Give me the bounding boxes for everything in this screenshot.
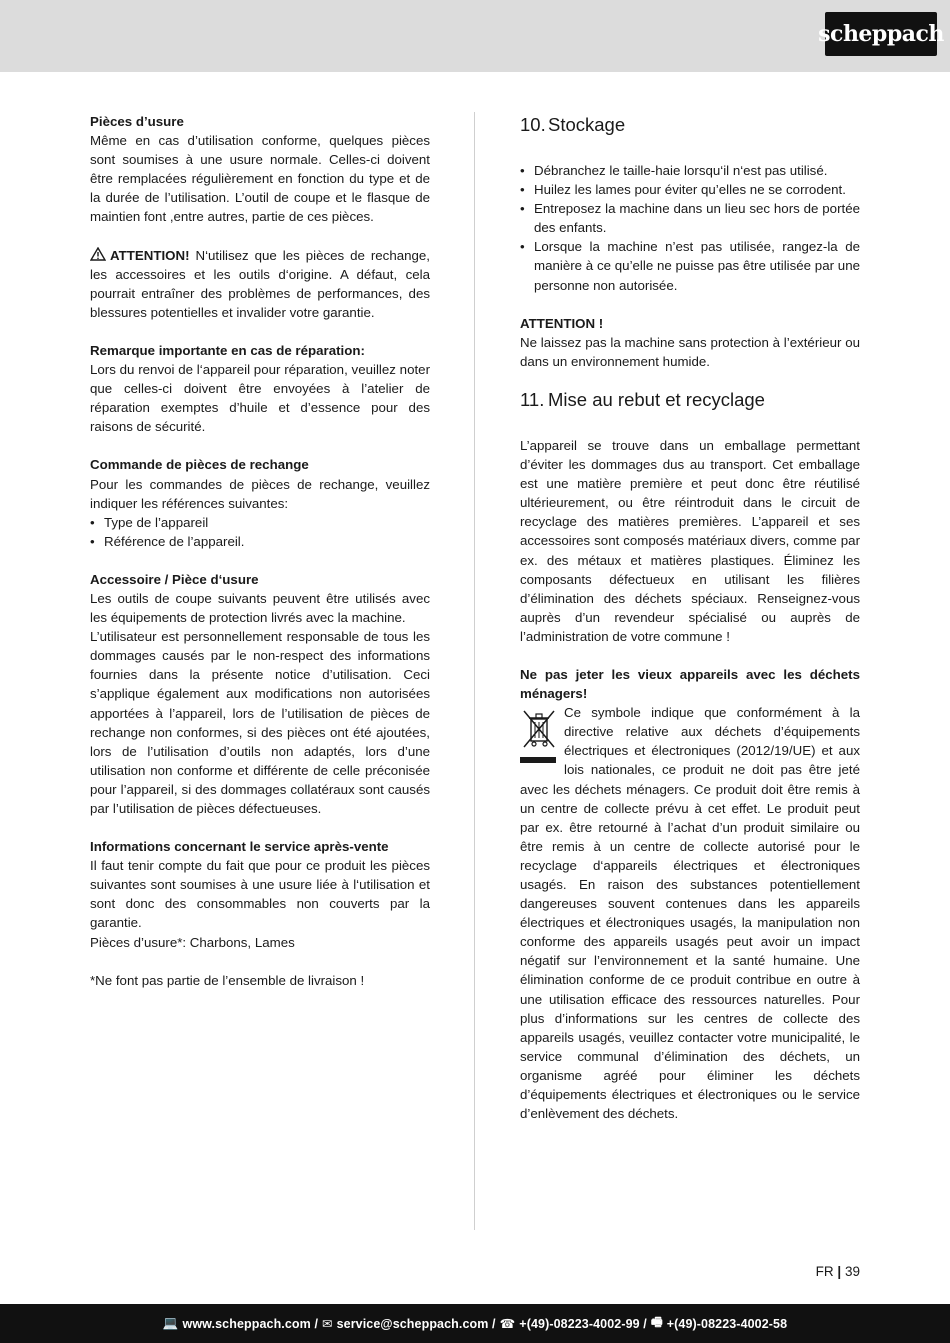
- service-text: Il faut tenir compte du fait que pour ce produit les pièces suivantes sont soumises à une usure liée à l‘utilisation et sont donc des consommables non couverts par la garantie.: [90, 858, 430, 931]
- section-title: Mise au rebut et recyclage: [548, 388, 765, 410]
- header-band: [0, 0, 950, 72]
- accessory-title: Accessoire / Pièce d‘usure: [90, 571, 259, 587]
- fax-icon: 🖷: [650, 1315, 663, 1329]
- phone-icon: ☎: [499, 1317, 516, 1331]
- language-code: FR: [815, 1264, 834, 1279]
- attention-label: ATTENTION!: [110, 247, 190, 263]
- scheppach-logo: scheppach: [825, 12, 937, 56]
- mail-icon: ✉: [322, 1317, 333, 1331]
- section-heading-disposal: [520, 387, 860, 413]
- list-item: • Lorsque la machine n’est pas utilisée, rangez-la de manière à ce qu’elle ne puisse pas être utilisée par une personne non autorisée.: [520, 237, 860, 294]
- email-link[interactable]: service@scheppach.com /: [336, 1316, 496, 1331]
- storage-list: [520, 161, 860, 295]
- warning-triangle-icon: [90, 247, 106, 261]
- accessory-text: Les outils de coupe suivants peuvent être utilisés avec les équipements de protection livrés avec la machine.: [90, 590, 430, 626]
- page-num: 39: [844, 1264, 860, 1279]
- computer-icon: 💻: [162, 1316, 179, 1330]
- contact-footer: [0, 1304, 950, 1343]
- fax-number: +(49)-08223-4002-58: [666, 1316, 788, 1331]
- weee-text: Ce symbole indique que conformément à la directive relative aux déchets d’équipements électriques et électroniques (2012/19/UE) et aux lois nationales, ce produit ne doit pas être jeté avec les déchets ménagers. Ce produit doit être remis à un centre de collecte prévu à cet effet. Le produit peut par ex. être retourné à l’achat d’un produit similaire ou être remis à un centre de collecte autorisé pour le recyclage d‘appareils électriques et électroniques usagés. En raison des substances potentiellement dangereuses souvent contenues dans les appareils électriques et électroniques usagés, la manipulation non conforme des appareils usagés peut avoir un impact négatif sur l’environnement et la santé humaine. Une élimination conforme de ce produit contribue en outre à une utilisation efficace des ressources naturelles. Pour plus d’informations sur les centres de collecte des appareils usagés, veuillez contacter votre municipalité, le service communal d’élimination des déchets, un organisme agréé pour éliminer les déchets d’équipements électriques et électroniques ou le service d’enlèvement des déchets.: [520, 705, 860, 1122]
- storage-attention-label: ATTENTION !: [520, 315, 604, 331]
- responsibility-text: L’utilisateur est personnellement responsable de tous les dommages causés par le non-respect des informations fournies dans la présente notice d’utilisation. Ceci s’applique également aux modifications non autorisées apportées à l’appareil, lors de l’utilisation de pièces de rechange non conformes, si des pièces ont été ajoutées, lors de l’utilisation d’outils non adaptés, lors d’une utilisation non conforme et différente de celle préconisée pour l’appareil, si des dommages collatéraux sont causés par l’utilisation de pièces défectueuses.: [90, 629, 430, 816]
- repair-note-title: Remarque importante en cas de réparation:: [90, 342, 365, 358]
- attention-paragraph: [90, 246, 430, 322]
- wear-parts-list: Pièces d’usure*: Charbons, Lames: [90, 934, 295, 950]
- list-item: • Débranchez le taille-haie lorsqu‘il n‘est pas utilisé.: [520, 161, 860, 180]
- weee-title: Ne pas jeter les vieux appareils avec les déchets ménagers!: [520, 666, 860, 702]
- spare-order-title: Commande de pièces de rechange: [90, 457, 309, 473]
- right-column: [520, 112, 860, 1123]
- disposal-text: L’appareil se trouve dans un emballage permettant d’éviter les dommages dus au transport. Cet emballage est une matière première et peut donc être réutilisé ultérieurement, ou être réintroduit dans le circuit de recyclage des matières premières. L’appareil et ses accessoires sont composés matériaux divers, comme par ex. des métaux et matières plastiques. Éliminez les composants défectueux en utilisant les filières d’élimination des déchets spéciaux. Renseignez-vous auprès d’un revendeur spécialisé ou auprès de l’administration de votre commune !: [520, 437, 860, 644]
- page-number: FR | 39: [815, 1264, 860, 1279]
- spare-order-list: [90, 513, 430, 551]
- weee-block: [520, 703, 860, 1123]
- list-item: • Entreposez la machine dans un lieu sec hors de portée des enfants.: [520, 199, 860, 237]
- list-item: • Huilez les lames pour éviter qu’elles ne se corrodent.: [520, 180, 860, 199]
- section-number: 10.: [520, 114, 546, 135]
- list-item: • Type de l’appareil: [90, 513, 430, 532]
- footnote: *Ne font pas partie de l’ensemble de livraison !: [90, 972, 365, 988]
- website-link[interactable]: www.scheppach.com /: [182, 1316, 319, 1331]
- column-divider: [474, 112, 475, 1230]
- spare-order-text: Pour les commandes de pièces de rechange, veuillez indiquer les références suivantes:: [90, 476, 430, 511]
- section-heading-storage: [520, 112, 860, 138]
- phone-number: +(49)-08223-4002-99 /: [519, 1316, 647, 1331]
- wear-parts-title: Pièces d’usure: [90, 114, 184, 129]
- attention-text: N‘utilisez que les pièces de rechange, les accessoires et les outils d‘origine. A défaut, cela pourrait entraîner des problèmes de performances, des blessures potentielles et invalider votre garantie.: [90, 247, 430, 320]
- repair-note-text: Lors du renvoi de l‘appareil pour réparation, veuillez noter que celles-ci doivent être envoyées à l’atelier de réparation exemptes d’huile et d’essence pour des raisons de sécurité.: [90, 362, 430, 435]
- crossed-bin-icon: [520, 705, 558, 767]
- service-title: Informations concernant le service après-vente: [90, 839, 389, 855]
- left-column: [90, 112, 430, 990]
- wear-parts-text: Même en cas d’utilisation conforme, quelques pièces sont soumises à une usure normale. Celles-ci doivent être remplacées régulièrement en fonction du type et de la durée de l’utilisation. L’outil de coupe et le flasque de maintien font ,entre autres, partie de ces pièces.: [90, 133, 430, 225]
- storage-attention-text: Ne laissez pas la machine sans protection à l’extérieur ou dans un environnement humide.: [520, 334, 860, 369]
- section-number: 11.: [520, 388, 545, 410]
- section-title: Stockage: [548, 114, 626, 135]
- list-item: • Référence de l’appareil.: [90, 532, 430, 551]
